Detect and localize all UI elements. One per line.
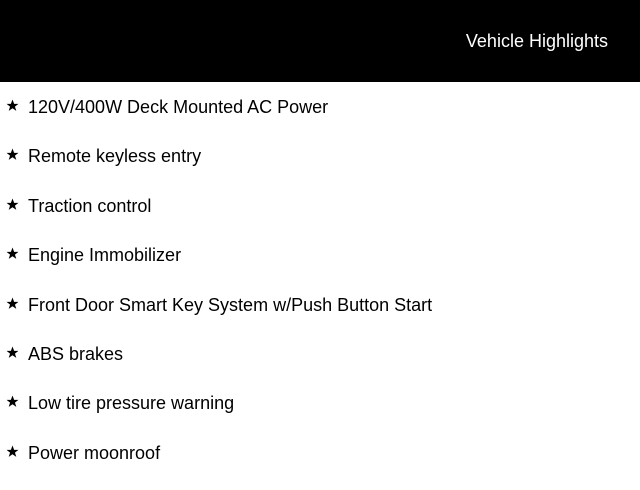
highlight-label: Engine Immobilizer [28,245,182,266]
star-icon [6,342,20,364]
page-title: Vehicle Highlights [465,31,608,51]
star-icon [6,391,20,413]
highlight-label: 120V/400W Deck Mounted AC Power [28,97,329,117]
star-icon [6,144,20,166]
list-item [0,441,640,490]
star-icon [6,293,20,315]
highlight-label: Remote keyless entry [28,146,202,167]
highlight-label: Power moonroof [28,442,161,463]
star-icon [6,95,20,117]
highlight-label: Front Door Smart Key System w/Push Button Start [28,294,433,315]
highlight-label: ABS brakes [28,343,124,364]
list-item [0,194,640,243]
list-item [0,144,640,193]
header-bar [0,0,640,82]
list-item [0,293,640,342]
list-item [0,95,640,144]
highlight-label: Low tire pressure warning [28,393,235,414]
star-icon [6,243,20,265]
star-icon [6,194,20,216]
list-item [0,342,640,391]
list-item [0,391,640,440]
star-icon [6,441,20,463]
highlight-label: Traction control [28,195,152,216]
highlights-list [0,95,640,490]
list-item [0,243,640,292]
